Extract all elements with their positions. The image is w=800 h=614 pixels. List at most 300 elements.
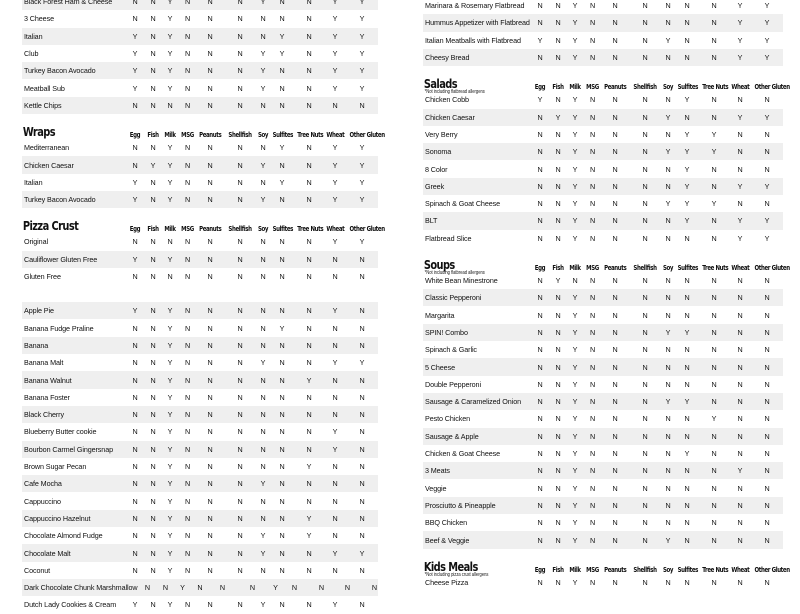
allergen-cell: N — [260, 31, 266, 41]
allergen-cell: Y — [737, 18, 743, 28]
allergen-cell: N — [711, 1, 717, 11]
allergen-cell: Y — [665, 35, 671, 45]
allergen-cell: N — [150, 565, 156, 575]
column-header: Shellfish — [633, 263, 657, 272]
allergen-cell: N — [612, 53, 618, 63]
column-header: Fish — [147, 131, 159, 140]
allergen-cell: Y — [332, 31, 338, 41]
allergen-cell: Y — [572, 379, 578, 389]
allergen-cell: N — [260, 496, 266, 506]
allergen-cell: N — [184, 531, 191, 541]
column-header: Tree Nuts — [702, 565, 729, 574]
allergen-cell: N — [537, 147, 543, 157]
allergen-cell: N — [184, 548, 191, 558]
allergen-cell: N — [237, 237, 243, 247]
allergen-cell: N — [665, 53, 671, 63]
allergen-cell: Y — [572, 18, 578, 28]
item-name: Prosciutto & Pineapple — [425, 500, 496, 510]
allergen-cell: N — [711, 345, 717, 355]
allergen-cell: N — [279, 479, 285, 489]
allergen-cell: N — [684, 379, 690, 389]
column-header: Tree Nuts — [297, 131, 324, 140]
allergen-cell: N — [279, 496, 285, 506]
allergen-cell: N — [764, 147, 770, 157]
allergen-cell: Y — [332, 83, 338, 93]
allergen-cell: N — [306, 195, 312, 205]
item-name: Turkey Bacon Avocado — [24, 195, 96, 205]
allergen-cell: N — [332, 323, 338, 333]
allergen-cell: Y — [167, 306, 173, 316]
allergen-cell: Y — [167, 143, 173, 153]
allergen-cell: N — [207, 392, 213, 402]
allergen-cell: N — [537, 18, 543, 28]
allergen-cell: N — [555, 216, 561, 226]
column-header: Wheat — [326, 225, 345, 234]
allergen-cell: N — [237, 177, 243, 187]
allergen-cell: N — [612, 293, 618, 303]
allergen-cell: N — [279, 237, 285, 247]
allergen-cell: Y — [572, 345, 578, 355]
allergen-cell: N — [207, 254, 213, 264]
item-name: Marinara & Rosemary Flatbread — [425, 1, 525, 11]
allergen-cell: N — [642, 518, 648, 528]
allergen-cell: N — [207, 237, 213, 247]
allergen-cell: N — [764, 199, 770, 209]
allergen-cell: N — [612, 431, 618, 441]
allergen-cell: N — [306, 392, 312, 402]
allergen-cell: Y — [359, 358, 365, 368]
allergen-cell: N — [665, 95, 671, 105]
allergen-cell: N — [132, 237, 138, 247]
allergen-cell: Y — [572, 449, 578, 459]
item-name: Kettle Chips — [24, 100, 62, 110]
column-header: Fish — [147, 225, 159, 234]
section-header — [22, 211, 385, 235]
allergen-cell: N — [764, 276, 770, 286]
allergen-cell: N — [150, 306, 156, 316]
allergen-cell: N — [555, 577, 561, 587]
table-row — [22, 80, 378, 97]
allergen-cell: N — [279, 100, 285, 110]
allergen-cell: N — [711, 535, 717, 545]
allergen-cell: N — [132, 375, 138, 385]
item-name: Italian — [24, 31, 43, 41]
allergen-cell: N — [737, 483, 743, 493]
allergen-cell: N — [555, 431, 561, 441]
allergen-cell: Y — [684, 129, 690, 139]
allergen-cell: N — [237, 410, 243, 420]
allergen-cell: N — [589, 577, 596, 587]
allergen-cell: N — [537, 310, 543, 320]
allergen-cell: Y — [572, 414, 578, 424]
column-header: Peanuts — [199, 225, 222, 234]
table-row — [22, 302, 378, 319]
item-name: Cafe Mocha — [24, 479, 62, 489]
section-title — [22, 219, 106, 233]
allergen-cell: N — [279, 254, 285, 264]
section-title-text: Soups — [423, 257, 455, 272]
allergen-cell: N — [665, 216, 671, 226]
table-row — [22, 156, 378, 173]
allergen-cell: N — [150, 177, 156, 187]
allergen-cell: N — [306, 31, 312, 41]
allergen-cell: Y — [665, 199, 671, 209]
allergen-cell: Y — [132, 254, 138, 264]
allergen-cell: N — [737, 362, 743, 372]
allergen-cell: N — [589, 379, 596, 389]
allergen-cell: N — [132, 143, 138, 153]
allergen-cell: N — [665, 449, 671, 459]
allergen-cell: N — [184, 143, 191, 153]
allergen-cell: Y — [737, 35, 743, 45]
allergen-cell: Y — [260, 600, 266, 610]
allergen-cell: N — [665, 500, 671, 510]
allergen-cell: N — [537, 397, 543, 407]
item-name: Chicken Caesar — [24, 160, 74, 170]
allergen-cell: N — [207, 306, 213, 316]
allergen-cell: N — [589, 216, 596, 226]
allergen-cell: Y — [260, 358, 266, 368]
column-header: Milk — [164, 225, 176, 234]
allergen-cell: N — [150, 531, 156, 541]
table-row — [22, 458, 378, 475]
column-header: Other Gluten — [754, 263, 790, 272]
allergen-cell: N — [237, 375, 243, 385]
allergen-cell: N — [711, 397, 717, 407]
allergen-cell: Y — [332, 143, 338, 153]
allergen-cell: N — [711, 500, 717, 510]
allergen-cell: N — [279, 444, 285, 454]
table-row — [423, 480, 783, 497]
allergen-cell: N — [306, 66, 312, 76]
allergen-cell: N — [589, 276, 596, 286]
table-row — [22, 406, 378, 423]
allergen-cell: N — [764, 327, 770, 337]
allergen-cell: N — [132, 358, 138, 368]
column-header: Egg — [534, 83, 546, 92]
allergen-cell: N — [589, 414, 596, 424]
allergen-cell: N — [665, 483, 671, 493]
column-header: Wheat — [731, 83, 750, 92]
item-name: Banana Foster — [24, 392, 70, 402]
allergen-cell: N — [555, 466, 561, 476]
allergen-cell: Y — [572, 293, 578, 303]
allergen-cell: N — [132, 548, 138, 558]
allergen-cell: Y — [572, 310, 578, 320]
section-title-text: Wraps — [22, 125, 56, 140]
allergen-cell: Y — [132, 31, 138, 41]
allergen-cell: N — [589, 35, 596, 45]
allergen-cell: N — [150, 195, 156, 205]
allergen-cell: N — [260, 410, 266, 420]
allergen-cell: N — [537, 216, 543, 226]
allergen-cell: N — [665, 1, 671, 11]
allergen-cell: N — [589, 233, 596, 243]
allergen-cell: Y — [260, 548, 266, 558]
allergen-cell: N — [184, 31, 191, 41]
allergen-cell: Y — [260, 160, 266, 170]
allergen-cell: N — [150, 358, 156, 368]
allergen-cell: N — [537, 112, 543, 122]
allergen-cell: Y — [764, 233, 770, 243]
allergen-cell: Y — [332, 427, 338, 437]
allergen-cell: N — [260, 375, 266, 385]
allergen-cell: Y — [279, 177, 285, 187]
allergen-cell: N — [150, 444, 156, 454]
allergen-cell: N — [132, 160, 138, 170]
allergen-cell: N — [150, 392, 156, 402]
allergen-cell: N — [642, 414, 648, 424]
allergen-cell: N — [537, 483, 543, 493]
allergen-cell: N — [537, 293, 543, 303]
column-header: Fish — [552, 263, 564, 272]
item-name: 5 Cheese — [425, 362, 455, 372]
allergen-cell: Y — [332, 600, 338, 610]
allergen-cell: N — [237, 306, 243, 316]
allergen-cell: N — [612, 35, 618, 45]
allergen-cell: N — [260, 565, 266, 575]
item-name: Cauliflower Gluten Free — [24, 254, 98, 264]
allergen-cell: N — [711, 327, 717, 337]
allergen-cell: N — [711, 35, 717, 45]
allergen-cell: Y — [332, 66, 338, 76]
allergen-cell: N — [711, 379, 717, 389]
allergen-cell: N — [589, 483, 596, 493]
allergen-cell: N — [537, 233, 543, 243]
table-row — [22, 562, 378, 579]
allergen-cell: N — [612, 181, 618, 191]
allergen-cell: N — [642, 397, 648, 407]
allergen-cell: Y — [332, 160, 338, 170]
allergen-cell: Y — [167, 479, 173, 489]
item-name: Black Cherry — [24, 410, 64, 420]
allergen-cell: N — [150, 600, 156, 610]
allergen-cell: N — [207, 548, 213, 558]
allergen-cell: N — [612, 147, 618, 157]
allergen-cell: Y — [764, 1, 770, 11]
table-row — [423, 230, 783, 247]
allergen-cell: N — [279, 462, 285, 472]
allergen-cell: N — [642, 431, 648, 441]
allergen-cell: Y — [359, 83, 365, 93]
allergen-cell: N — [537, 449, 543, 459]
allergen-cell: Y — [273, 583, 278, 593]
allergen-cell: N — [237, 31, 243, 41]
column-header: Shellfish — [633, 83, 657, 92]
allergen-cell: N — [207, 565, 213, 575]
item-name: Meatball Sub — [24, 83, 65, 93]
allergen-cell: Y — [279, 49, 285, 59]
item-name: Sonoma — [425, 147, 452, 157]
allergen-cell: N — [279, 340, 285, 350]
allergen-cell: N — [306, 600, 312, 610]
allergen-cell: N — [237, 427, 243, 437]
allergen-cell: N — [359, 254, 365, 264]
table-row — [22, 97, 378, 114]
allergen-cell: N — [249, 583, 255, 593]
allergen-cell: N — [737, 535, 743, 545]
allergen-cell: N — [665, 233, 671, 243]
allergen-cell: N — [737, 95, 743, 105]
allergen-cell: Y — [684, 327, 690, 337]
allergen-cell: N — [665, 164, 671, 174]
allergen-cell: N — [132, 531, 138, 541]
allergen-cell: Y — [260, 49, 266, 59]
allergen-cell: N — [260, 462, 266, 472]
allergen-cell: N — [184, 392, 191, 402]
item-name: Pesto Chicken — [425, 414, 471, 424]
allergen-cell: N — [150, 427, 156, 437]
allergen-cell: N — [737, 397, 743, 407]
allergen-cell: Y — [572, 164, 578, 174]
table-row — [423, 376, 783, 393]
allergen-cell: Y — [332, 237, 338, 247]
table-row — [423, 91, 783, 108]
allergen-cell: N — [237, 272, 243, 282]
allergen-cell: N — [132, 565, 138, 575]
allergen-cell: N — [132, 323, 138, 333]
allergen-cell: Y — [167, 427, 173, 437]
allergen-cell: Y — [180, 583, 185, 593]
allergen-cell: N — [207, 272, 213, 282]
allergen-cell: N — [237, 444, 243, 454]
allergen-cell: N — [207, 410, 213, 420]
allergen-cell: Y — [665, 535, 671, 545]
allergen-cell: N — [207, 66, 213, 76]
allergen-cell: Y — [132, 306, 138, 316]
allergen-cell: N — [537, 181, 543, 191]
allergen-cell: Y — [167, 14, 173, 24]
allergen-cell: N — [260, 143, 266, 153]
item-name: Very Berry — [425, 129, 458, 139]
allergen-cell: N — [555, 35, 561, 45]
allergen-cell: Y — [711, 199, 717, 209]
allergen-cell: Y — [167, 0, 173, 7]
allergen-cell: N — [642, 362, 648, 372]
allergen-cell: N — [764, 397, 770, 407]
allergen-cell: Y — [359, 143, 365, 153]
column-header: Shellfish — [228, 131, 252, 140]
column-header: Egg — [534, 263, 546, 272]
allergen-cell: N — [555, 414, 561, 424]
table-row — [22, 337, 378, 354]
allergen-cell: N — [555, 199, 561, 209]
allergen-cell: N — [306, 83, 312, 93]
allergen-cell: N — [332, 375, 338, 385]
allergen-cell: N — [150, 31, 156, 41]
allergen-cell: Y — [572, 199, 578, 209]
allergen-cell: Y — [279, 31, 285, 41]
table-row — [22, 233, 378, 250]
item-name: Spinach & Goat Cheese — [425, 199, 501, 209]
allergen-cell: N — [132, 272, 138, 282]
item-name: Club — [24, 49, 39, 59]
allergen-cell: N — [132, 513, 138, 523]
allergen-cell: N — [207, 177, 213, 187]
allergen-cell: N — [306, 323, 312, 333]
column-header: Tree Nuts — [297, 225, 324, 234]
item-name: Italian Meatballs with Flatbread — [425, 35, 521, 45]
column-header: Milk — [164, 131, 176, 140]
table-row — [423, 32, 783, 49]
allergen-cell: Y — [572, 327, 578, 337]
item-name: Hummus Appetizer with Flatbread — [425, 18, 530, 28]
allergen-cell: N — [150, 323, 156, 333]
allergen-cell: N — [184, 83, 191, 93]
allergen-cell: N — [237, 462, 243, 472]
item-name: Spinach & Garlic — [425, 345, 477, 355]
allergen-cell: N — [207, 100, 213, 110]
allergen-cell: N — [150, 410, 156, 420]
allergen-cell: N — [764, 535, 770, 545]
allergen-cell: N — [555, 293, 561, 303]
allergen-cell: N — [642, 327, 648, 337]
allergen-cell: N — [279, 565, 285, 575]
allergen-cell: Y — [572, 216, 578, 226]
allergen-cell: N — [306, 160, 312, 170]
item-name: Dark Chocolate Chunk Marshmallow — [24, 583, 138, 593]
allergen-cell: N — [711, 164, 717, 174]
allergen-cell: Y — [684, 147, 690, 157]
allergen-cell: Y — [332, 306, 338, 316]
column-header: Soy — [257, 225, 269, 234]
allergen-cell: N — [150, 462, 156, 472]
allergen-cell: N — [332, 254, 338, 264]
allergen-cell: Y — [167, 565, 173, 575]
allergen-cell: N — [589, 310, 596, 320]
table-row — [423, 324, 783, 341]
section-title-text: Kids Meals — [423, 559, 478, 574]
allergen-cell: N — [684, 345, 690, 355]
allergen-cell: Y — [167, 496, 173, 506]
allergen-cell: Y — [306, 375, 312, 385]
allergen-cell: N — [207, 479, 213, 489]
allergen-cell: Y — [737, 181, 743, 191]
allergen-cell: N — [132, 410, 138, 420]
allergen-cell: N — [642, 276, 648, 286]
allergen-cell: N — [764, 466, 770, 476]
allergen-cell: Y — [537, 35, 543, 45]
allergen-cell: N — [642, 483, 648, 493]
allergen-cell: N — [184, 0, 191, 7]
allergen-cell: N — [537, 129, 543, 139]
allergen-cell: N — [612, 379, 618, 389]
allergen-cell: N — [207, 160, 213, 170]
allergen-cell: N — [306, 100, 312, 110]
allergen-cell: N — [737, 345, 743, 355]
table-row — [22, 0, 378, 10]
allergen-cell: N — [537, 379, 543, 389]
allergen-cell: N — [589, 362, 596, 372]
allergen-cell: N — [684, 431, 690, 441]
allergen-cell: N — [764, 518, 770, 528]
allergen-cell: N — [279, 375, 285, 385]
allergen-cell: N — [306, 0, 312, 7]
allergen-cell: Y — [359, 548, 365, 558]
item-name: Margarita — [425, 310, 455, 320]
allergen-cell: N — [589, 500, 596, 510]
allergen-cell: N — [237, 100, 243, 110]
allergen-cell: Y — [572, 181, 578, 191]
allergen-cell: N — [642, 216, 648, 226]
allergen-cell: N — [555, 181, 561, 191]
section-title-text: Pizza Crust — [22, 219, 79, 234]
allergen-cell: N — [642, 293, 648, 303]
allergen-cell: Y — [764, 181, 770, 191]
allergen-cell: Y — [572, 577, 578, 587]
allergen-cell: N — [665, 379, 671, 389]
allergen-cell: N — [184, 358, 191, 368]
